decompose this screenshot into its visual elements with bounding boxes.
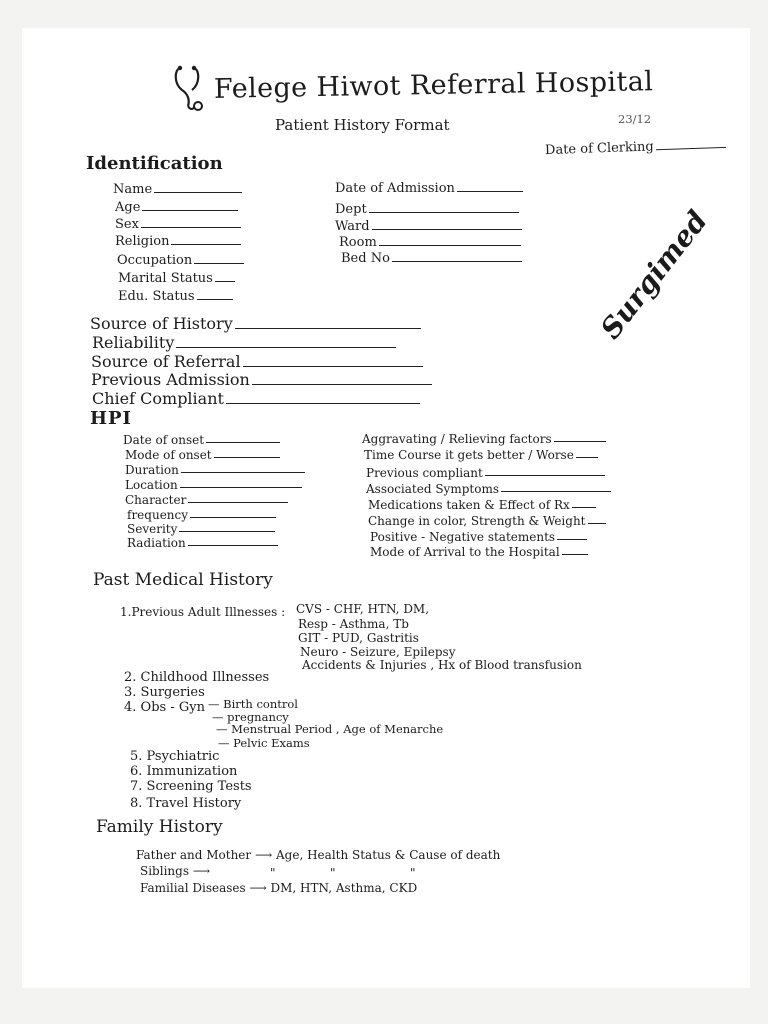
adult-illness-accidents: Accidents & Injuries , Hx of Blood transfusion [302, 658, 582, 672]
change-in-color-field: Change in color, Strength & Weight [368, 514, 606, 528]
obs-gyn-pregnancy: — pregnancy [212, 710, 289, 724]
bed-no-field: Bed No [341, 251, 522, 266]
ditto-mark-1: " [270, 866, 276, 880]
ditto-mark-3: " [410, 866, 416, 880]
obs-gyn-pelvic: — Pelvic Exams [218, 736, 310, 750]
adult-illness-cvs: CVS - CHF, HTN, DM, [296, 602, 430, 616]
source-of-referral-field: Source of Referral [91, 352, 423, 371]
psychiatric-item: 5. Psychiatric [130, 749, 220, 764]
hospital-name: Felege Hiwot Referral Hospital [213, 66, 654, 105]
edu-status-field: Edu. Status [118, 289, 233, 304]
childhood-illnesses-item: 2. Childhood Illnesses [124, 670, 270, 685]
character-field: Character [125, 493, 288, 507]
positive-negative-field: Positive - Negative statements [370, 530, 587, 544]
obs-gyn-birth-control: — Birth control [208, 697, 298, 711]
location-field: Location [125, 478, 302, 492]
arrow-right-icon: ⟶ [254, 848, 277, 862]
sex-field: Sex [115, 217, 241, 232]
adult-illness-resp: Resp - Asthma, Tb [298, 617, 409, 631]
stethoscope-icon [172, 64, 208, 112]
obs-gyn-item: 4. Obs - Gyn [124, 700, 205, 715]
radiation-field: Radiation [127, 536, 278, 550]
form-number: 23/12 [618, 112, 652, 126]
age-field: Age [115, 200, 238, 215]
date-of-onset-field: Date of onset [123, 433, 280, 447]
mode-of-onset-field: Mode of onset [125, 448, 280, 462]
adult-illness-git: GIT - PUD, Gastritis [298, 631, 419, 645]
previous-adult-illnesses-label: 1.Previous Adult Illnesses : [120, 605, 286, 619]
identification-heading: Identification [86, 153, 223, 174]
chief-compliant-field: Chief Compliant [92, 389, 420, 408]
arrow-right-icon: ⟶ [192, 864, 211, 878]
severity-field: Severity [127, 522, 275, 536]
date-of-clerking-line [656, 147, 726, 150]
adult-illness-neuro: Neuro - Seizure, Epilepsy [300, 645, 456, 659]
religion-field: Religion [115, 234, 241, 249]
marital-status-field: Marital Status [118, 271, 235, 286]
date-of-clerking-label: Date of Clerking [544, 139, 655, 159]
travel-history-item: 8. Travel History [130, 796, 242, 811]
arrow-right-icon: ⟶ [249, 881, 271, 895]
ward-field: Ward [335, 219, 522, 234]
obs-gyn-menstrual: — Menstrual Period , Age of Menarche [216, 722, 444, 736]
name-field: Name [113, 182, 242, 197]
reliability-field: Reliability [92, 333, 396, 352]
time-course-field: Time Course it gets better / Worse [364, 448, 598, 462]
ditto-mark-2: " [330, 866, 336, 880]
room-field: Room [339, 235, 521, 250]
occupation-field: Occupation [117, 253, 244, 268]
form-title: Patient History Format [275, 116, 450, 134]
date-of-admission-field: Date of Admission [335, 181, 523, 196]
mode-of-arrival-field: Mode of Arrival to the Hospital [370, 545, 588, 559]
duration-field: Duration [125, 463, 305, 477]
previous-admission-field: Previous Admission [91, 370, 432, 389]
familial-diseases-row: Familial Diseases ⟶ DM, HTN, Asthma, CKD [140, 881, 418, 895]
surgimed-stamp: Surgimed [593, 204, 714, 345]
dept-field: Dept [335, 202, 519, 217]
father-mother-row: Father and Mother ⟶ Age, Health Status & Cause of death [136, 848, 501, 862]
immunization-item: 6. Immunization [130, 764, 238, 779]
hpi-heading: HPI [90, 408, 132, 429]
aggravating-relieving-field: Aggravating / Relieving factors [362, 432, 606, 446]
associated-symptoms-field: Associated Symptoms [366, 482, 611, 496]
medications-field: Medications taken & Effect of Rx [368, 498, 596, 512]
surgeries-item: 3. Surgeries [124, 685, 205, 700]
previous-compliant-field: Previous compliant [366, 466, 605, 480]
screening-tests-item: 7. Screening Tests [130, 779, 252, 794]
past-medical-history-heading: Past Medical History [93, 570, 273, 590]
family-history-heading: Family History [96, 817, 223, 837]
frequency-field: frequency [127, 508, 276, 522]
source-of-history-field: Source of History [90, 314, 421, 333]
siblings-row: Siblings ⟶ [140, 864, 211, 878]
